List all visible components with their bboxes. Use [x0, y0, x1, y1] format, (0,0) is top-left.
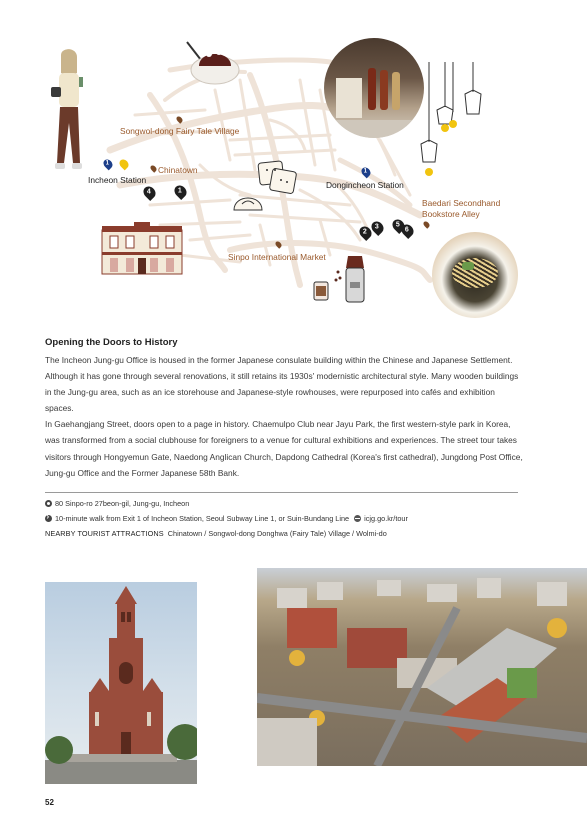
- shop-photo: [324, 38, 424, 138]
- directions-icon: [45, 515, 52, 522]
- directions-line: [45, 514, 408, 523]
- incheon-station-icon: 1: [102, 158, 115, 171]
- bingsu-illustration: [183, 40, 243, 90]
- address-text: 80 Sinpo-ro 27beon-gil, Jung-gu, Incheon: [55, 499, 190, 508]
- songwol-label: Songwol-dong Fairy Tale Village: [120, 126, 240, 136]
- website-icon: [354, 515, 361, 522]
- nearby-label: NEARBY TOURIST ATTRACTIONS: [45, 529, 164, 538]
- address-line: [45, 499, 189, 508]
- chinatown-label: Chinatown: [158, 165, 198, 175]
- map-pin-5[interactable]: 5: [390, 217, 407, 234]
- article-paragraph: The Incheon Jung-gu Office is housed in the former Japanese consulate building within the Chinese and Japanese Settlement. Although it has gone through several renovations, it still retains its 1930s' modernistic architectural style. Many wooden buildings in the Jung-gu area, such as an ice storehouse and Japanese-style rowhouses, were repurposed into cafés and exhibition spaces.: [45, 355, 519, 414]
- hanging-lamps-illustration: [415, 62, 485, 180]
- cathedral-photo: [45, 582, 197, 784]
- woman-illustration: [45, 45, 93, 180]
- baedari-label-line2: Bookstore Alley: [422, 209, 480, 219]
- illustrated-map: [0, 0, 587, 330]
- bun-illustration: [232, 192, 264, 214]
- map-pin-6[interactable]: 6: [399, 222, 416, 239]
- divider: [45, 492, 518, 493]
- location-icon: [45, 500, 52, 507]
- baedari-label: Baedari Secondhand: [422, 198, 501, 208]
- noodle-photo: [432, 232, 518, 318]
- map-pin-1[interactable]: 1: [172, 183, 189, 200]
- sinpo-label: Sinpo International Market: [228, 252, 326, 262]
- dongincheon-station-label: Dongincheon Station: [326, 180, 404, 190]
- article-paragraph: In Gaehangjang Street, doors open to a page in history. Chaemulpo Club near Jayu Park, the first western-style park in Korea, was transformed from a social clubhouse for foreigners to a venue for cultural exhibitions and experiences. The street tour takes visitors through Hongyemun Gate, Naedong Anglican Church, Dapdong Cathedral (Korea's first cathedral), Jungdong Post Office, Jung-gu Office and the Former Japanese 58th Bank.: [45, 419, 523, 478]
- article-body: [45, 352, 523, 481]
- nearby-list: Chinatown / Songwol-dong Donghwa (Fairy Tale) Village / Wolmi-do: [167, 529, 387, 538]
- directions-text: 10-minute walk from Exit 1 of Incheon Station, Seoul Subway Line 1, or Suin-Bundang Line: [55, 514, 350, 523]
- map-pin-2[interactable]: 2: [357, 224, 374, 241]
- aerial-drawing: [257, 568, 587, 766]
- article-title: Opening the Doors to History: [45, 337, 178, 348]
- map-pin-4[interactable]: 4: [141, 184, 158, 201]
- aerial-photo: [257, 568, 587, 766]
- website-link[interactable]: icjg.go.kr/tour: [364, 514, 408, 523]
- dongincheon-station-icon: 1: [360, 166, 373, 179]
- page-number: 52: [45, 798, 54, 807]
- cathedral-drawing: [45, 582, 197, 784]
- map-pin-3[interactable]: 3: [369, 219, 386, 236]
- historic-building-illustration: [100, 220, 184, 276]
- nearby-line: [45, 529, 387, 538]
- incheon-station-label: Incheon Station: [88, 175, 147, 185]
